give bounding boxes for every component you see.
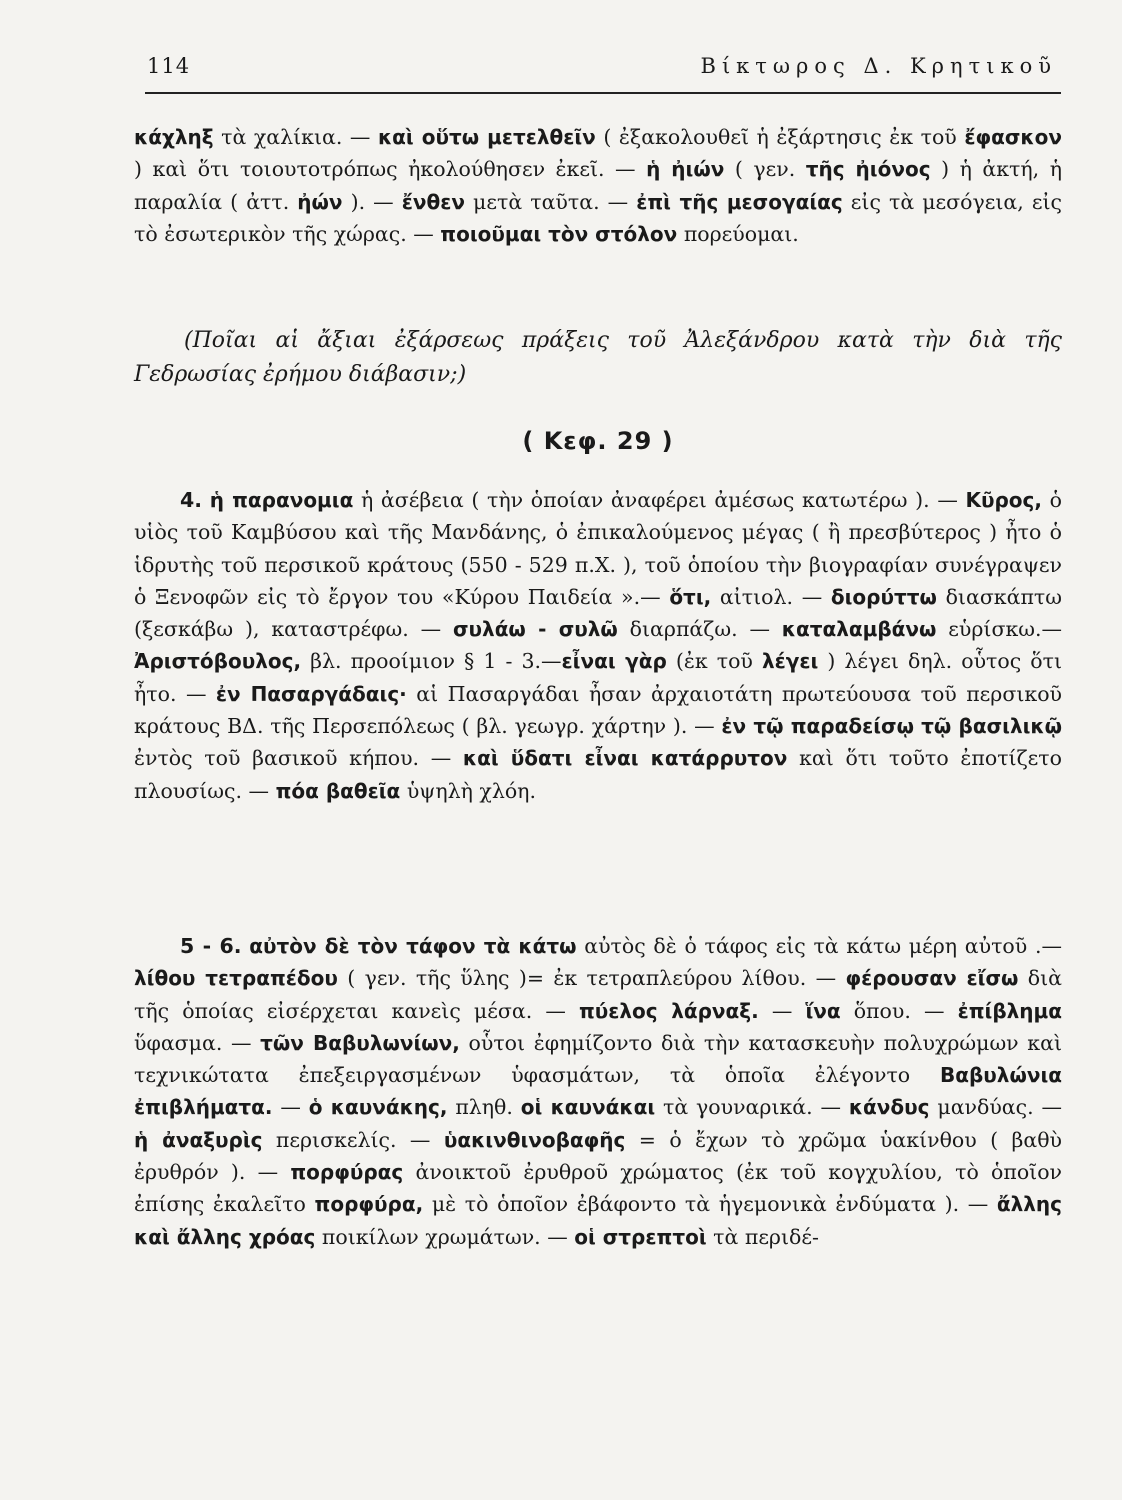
gloss-text: ἐντὸς τοῦ βασικοῦ κήπου. — xyxy=(134,746,463,771)
gloss-text: — xyxy=(758,998,806,1023)
gloss-text: ποικίλων χρωμάτων. — xyxy=(315,1224,575,1249)
gloss-text: ) καὶ ὅτι τοιουτοτρόπως ἠκολούθησεν ἐκεῖ. — xyxy=(134,157,647,182)
gloss-text: καὶ ὅτι τοῦτο ἐποτίζετο πλουσίως. — xyxy=(134,746,1062,803)
gloss-text: βλ. προοίμιον § 1 - 3.— xyxy=(301,649,562,674)
gloss-text: οὗτοι ἐφημίζοντο διὰ τὴν κατασκευὴν πολυχρώμων καὶ τεχνικώτατα ἐπεξειργασμένων ὑφασμάτων, τὰ ὁποῖα ἐλέγοντο xyxy=(134,1030,1062,1088)
term: ὁ καυνάκης, xyxy=(308,1095,448,1120)
term: ἠών xyxy=(297,189,343,214)
term: λίθου τετραπέδου xyxy=(134,966,338,991)
gloss-text: πληθ. xyxy=(447,1095,521,1120)
paragraph-section-5-6 xyxy=(134,930,1062,1253)
gloss-text: μετὰ ταῦτα. — xyxy=(465,189,637,214)
term: αὐτὸν δὲ τὸν τάφον τὰ κάτω xyxy=(249,934,577,958)
gloss-text: ( γεν. τῆς ὕλης )= ἐκ τετραπλεύρου λίθου. — xyxy=(337,966,846,991)
term: Κῦρος, xyxy=(965,488,1042,512)
gloss-text: μὲ τὸ ὁποῖον ἐβάφοντο τὰ ἡγεμονικὰ ἐνδύματα ). — xyxy=(423,1192,997,1217)
gloss-text: ὕφασμα. — xyxy=(134,1030,261,1055)
term: ἐπὶ τῆς μεσογαίας xyxy=(636,189,843,214)
gloss-text: εἰς τὰ μεσόγεια, εἰς τὸ ἐσωτερικὸν τῆς χώρας. — xyxy=(134,189,1062,246)
running-title: Βίκτωρος Δ. Κρητικοῦ xyxy=(700,54,1057,78)
page-number: 114 xyxy=(147,54,191,78)
page-header xyxy=(145,52,1061,94)
gloss-text: ὅπου. — xyxy=(840,998,958,1023)
term: ἐν Πασαργάδαις· xyxy=(215,681,407,706)
gloss-text: ) ἡ ἀκτή, ἡ παραλία ( ἀττ. xyxy=(134,157,1062,214)
question-text: (Ποῖαι αἱ ἄξιαι ἐξάρσεως πράξεις τοῦ Ἀλεξάνδρου κατὰ τὴν διὰ τῆς Γεδρωσίας ἐρήμου διάβασιν;) xyxy=(134,328,1062,387)
gloss-text: διαρπάζω. — xyxy=(617,617,782,642)
term: τῶν Βαβυλωνίων, xyxy=(260,1030,460,1055)
gloss-text: περισκελίς. — xyxy=(262,1127,444,1152)
study-question xyxy=(134,324,1062,392)
term: ὑακινθινοβαφῆς xyxy=(443,1127,626,1152)
gloss-text: μανδύας. — xyxy=(929,1095,1062,1120)
term: ἐπίβλημα xyxy=(957,998,1062,1023)
gloss-text: = ὁ ἔχων τὸ χρῶμα ὑακίνθου ( βαθὺ ἐρυθρόν ). — xyxy=(134,1127,1063,1185)
term: εἶναι γὰρ xyxy=(561,649,667,674)
gloss-text: ) λέγει δηλ. οὗτος ὅτι ἦτο. — xyxy=(134,649,1062,706)
term: ἄλλης καὶ ἄλλης χρόας xyxy=(134,1192,1063,1249)
term: καὶ ὕδατι εἶναι κατάρρυτον xyxy=(462,746,788,771)
term: ἔνθεν xyxy=(401,189,465,214)
term: ἵνα xyxy=(805,998,841,1023)
paragraph-glossary-1 xyxy=(134,121,1062,250)
term: πύελος λάρναξ. xyxy=(578,998,759,1023)
term: ποιοῦμαι τὸν στόλον xyxy=(440,221,678,246)
gloss-text: ( ἐξακολουθεῖ ἡ ἐξάρτησις ἐκ τοῦ xyxy=(595,125,965,149)
term: πορφύρα, xyxy=(314,1192,424,1217)
term: πορφύρας xyxy=(290,1160,404,1185)
gloss-text: αὐτὸς δὲ ὁ τάφος εἰς τὰ κάτω μέρη αὐτοῦ .— xyxy=(576,934,1062,958)
term: καὶ οὕτω μετελθεῖν xyxy=(377,125,596,149)
section-number: 5 - 6. xyxy=(180,934,242,958)
term: ἐν τῷ παραδείσῳ τῷ βασιλικῷ xyxy=(721,714,1062,739)
term: ἡ ἠιών xyxy=(646,157,725,182)
term: πόα βαθεῖα xyxy=(275,778,401,803)
term: ὅτι, xyxy=(669,584,712,609)
gloss-text: εὑρίσκω.— xyxy=(936,617,1062,642)
term: ἡ παρανομια xyxy=(209,488,354,512)
term: Ἀριστόβουλος, xyxy=(134,649,302,674)
gloss-text: ). — xyxy=(342,189,402,214)
gloss-text: τὰ χαλίκια. — xyxy=(213,125,378,149)
term: Βαβυλώνια ἐπιβλήματα. xyxy=(134,1063,1062,1120)
gloss-text: ὑψηλὴ χλόη. xyxy=(400,778,536,803)
term: τῆς ἠιόνος xyxy=(805,157,931,182)
term: οἱ στρεπτοὶ xyxy=(574,1224,707,1249)
gloss-text: ( γεν. xyxy=(724,157,806,182)
gloss-text: αἱ Πασαργάδαι ἦσαν ἀρχαιοτάτη πρωτεύουσα τοῦ περσικοῦ κράτους ΒΔ. τῆς Περσεπόλεως ( βλ. γεωγρ. χάρτην ). — xyxy=(134,681,1062,739)
gloss-text: ὁ υἱὸς τοῦ Καμβύσου καὶ τῆς Μανδάνης, ὁ ἐπικαλούμενος μέγας ( ἢ πρεσβύτερος ) ἦτο ὁ ἱδρυτὴς τοῦ περσικοῦ κράτους (550 - 529 π.Χ. ), τοῦ ὁποίου τὴν βιογραφίαν συνέγραψεν ὁ Ξενοφῶν εἰς τὸ ἔργον του «Κύρου Παιδεία ».— xyxy=(134,488,1062,609)
gloss-text: — xyxy=(272,1095,309,1120)
gloss-text: πορεύομαι. xyxy=(677,221,799,246)
term: ἔφασκον xyxy=(964,125,1062,149)
term: κάχληξ xyxy=(134,125,214,149)
gloss-text: αἰτιολ. — xyxy=(711,584,831,609)
paragraph-section-4 xyxy=(134,484,1062,807)
term: οἱ καυνάκαι xyxy=(520,1095,656,1120)
term: ἡ ἀναξυρὶς xyxy=(134,1127,263,1152)
gloss-text: τὰ γουναρικά. — xyxy=(655,1095,849,1120)
gloss-text: (ἐκ τοῦ xyxy=(666,649,762,674)
gloss-text: διασκάπτω (ξεσκάβω ), καταστρέφω. — xyxy=(134,584,1062,642)
section-5-6-body xyxy=(134,934,1062,1249)
term: καταλαμβάνω xyxy=(781,617,937,642)
gloss-text: τὰ περιδέ- xyxy=(706,1224,819,1249)
term: συλάω - συλῶ xyxy=(452,617,618,642)
term: κάνδυς xyxy=(848,1095,930,1120)
term: λέγει xyxy=(761,649,819,674)
section-4-body xyxy=(134,488,1062,803)
chapter-heading: ( Κεφ. 29 ) xyxy=(522,427,674,455)
gloss-text: ἡ ἀσέβεια ( τὴν ὁποίαν ἀναφέρει ἀμέσως κατωτέρω ). — xyxy=(353,488,966,512)
section-number: 4. xyxy=(180,488,203,512)
term: διορύττω xyxy=(830,584,937,609)
gloss-text: διὰ τῆς ὁποίας εἰσέρχεται κανεὶς μέσα. — xyxy=(134,966,1062,1023)
term: φέρουσαν εἴσω xyxy=(845,966,1019,991)
gloss-text: ἀνοικτοῦ ἐρυθροῦ χρώματος (ἐκ τοῦ κογχυλίου, τὸ ὁποῖον ἐπίσης ἐκαλεῖτο xyxy=(134,1160,1063,1217)
